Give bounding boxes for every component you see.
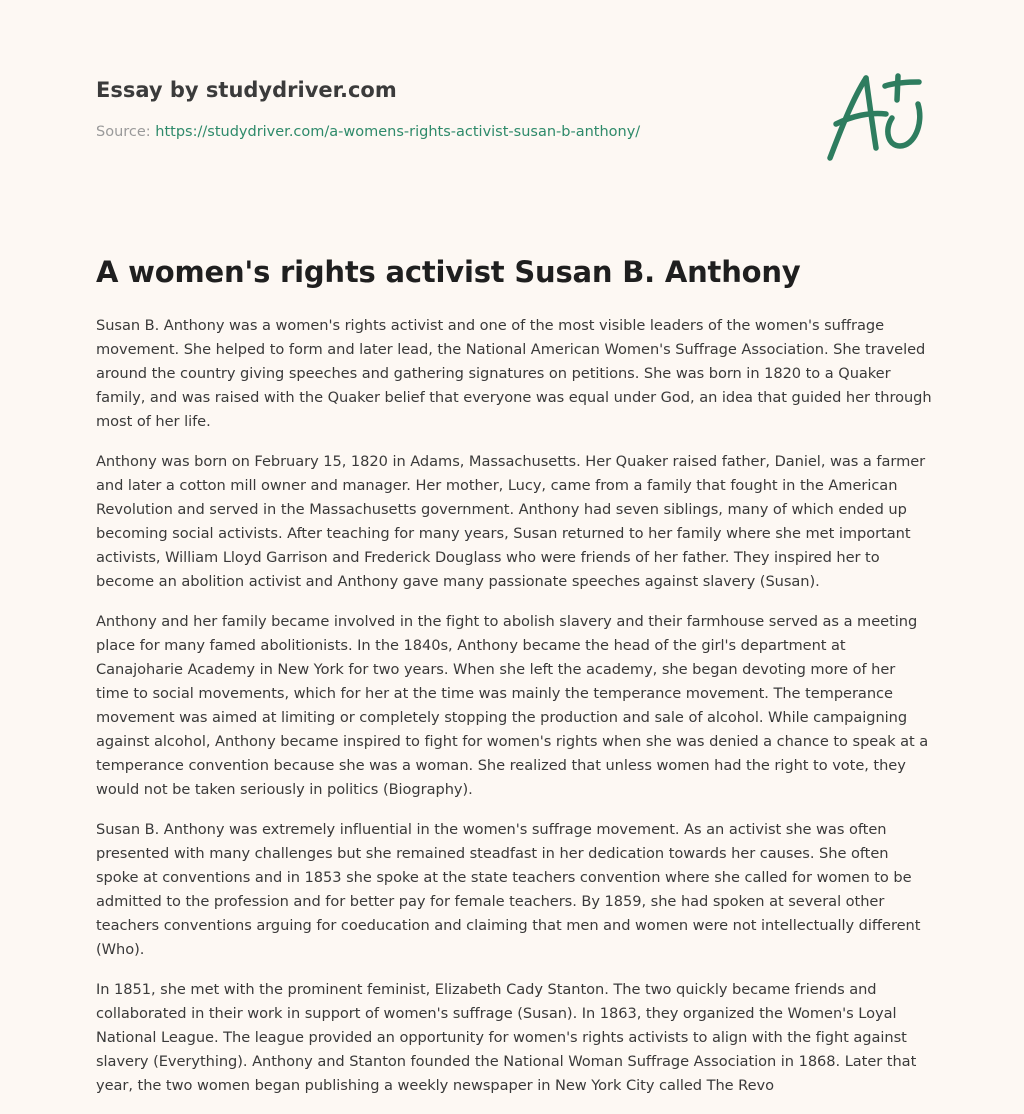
brand-title: Essay by studydriver.com (96, 78, 397, 102)
essay-paragraph: Susan B. Anthony was a women's rights activist and one of the most visible leaders of the women's suffrage movement. She helped to form and later lead, the National American Women's Suffrage Association. She traveled around the country giving speeches and gathering signatures on petitions. She was born in 1820 to a Quaker family, and was raised with the Quaker belief that everyone was equal under God, an idea that guided her through most of her life. (96, 317, 932, 430)
essay-paragraph: Susan B. Anthony was extremely influential in the women's suffrage movement. As an activist she was often presented with many challenges but she remained steadfast in her dedication towards her causes. She often spoke at conventions and in 1853 she spoke at the state teachers convention where she called for women to be admitted to the profession and for better pay for female teachers. By 1859, she had spoken at several other teachers conventions arguing for coeducation and claiming that men and women were not intellectually different (Who). (96, 821, 921, 958)
essay-body (96, 314, 932, 1114)
page-header (96, 76, 796, 142)
source-label: Source: (96, 124, 151, 140)
source-link[interactable]: https://studydriver.com/a-womens-rights-activist-susan-b-anthony/ (155, 124, 641, 140)
essay-paragraph: In 1851, she met with the prominent feminist, Elizabeth Cady Stanton. The two quickly became friends and collaborated in their work in support of women's suffrage (Susan). In 1863, they organized the Women's Loyal National League. The league provided an opportunity for women's rights activists to align with the fight against slavery (Everything). Anthony and Stanton founded the National Woman Suffrage Association in 1868. Later that year, the two women began publishing a weekly newspaper in New York City called The Revo (96, 981, 917, 1094)
essay-paragraph: Anthony was born on February 15, 1820 in Adams, Massachusetts. Her Quaker raised father, Daniel, was a farmer and later a cotton mill owner and manager. Her mother, Lucy, came from a family that fought in the American Revolution and served in the Massachusetts government. Anthony had seven siblings, many of which ended up becoming social activists. After teaching for many years, Susan returned to her family where she met important activists, William Lloyd Garrison and Frederick Douglass who were friends of her father. They inspired her to become an abolition activist and Anthony gave many passionate speeches against slavery (Susan). (96, 453, 926, 590)
essay-paragraph: Anthony and her family became involved in the fight to abolish slavery and their farmhouse served as a meeting place for many famed abolitionists. In the 1840s, Anthony became the head of the girl's department at Canajoharie Academy in New York for two years. When she left the academy, she began devoting more of her time to social movements, which for her at the time was mainly the temperance movement. The temperance movement was aimed at limiting or completely stopping the production and sale of alcohol. While campaigning against alcohol, Anthony became inspired to fight for women's rights when she was denied a chance to speak at a temperance convention because she was a woman. She realized that unless women had the right to vote, they would not be taken seriously in politics (Biography). (96, 613, 929, 798)
source-line (96, 122, 796, 142)
essay-title: A women's rights activist Susan B. Anthony (96, 255, 801, 289)
a-plus-logo-icon (822, 66, 932, 166)
